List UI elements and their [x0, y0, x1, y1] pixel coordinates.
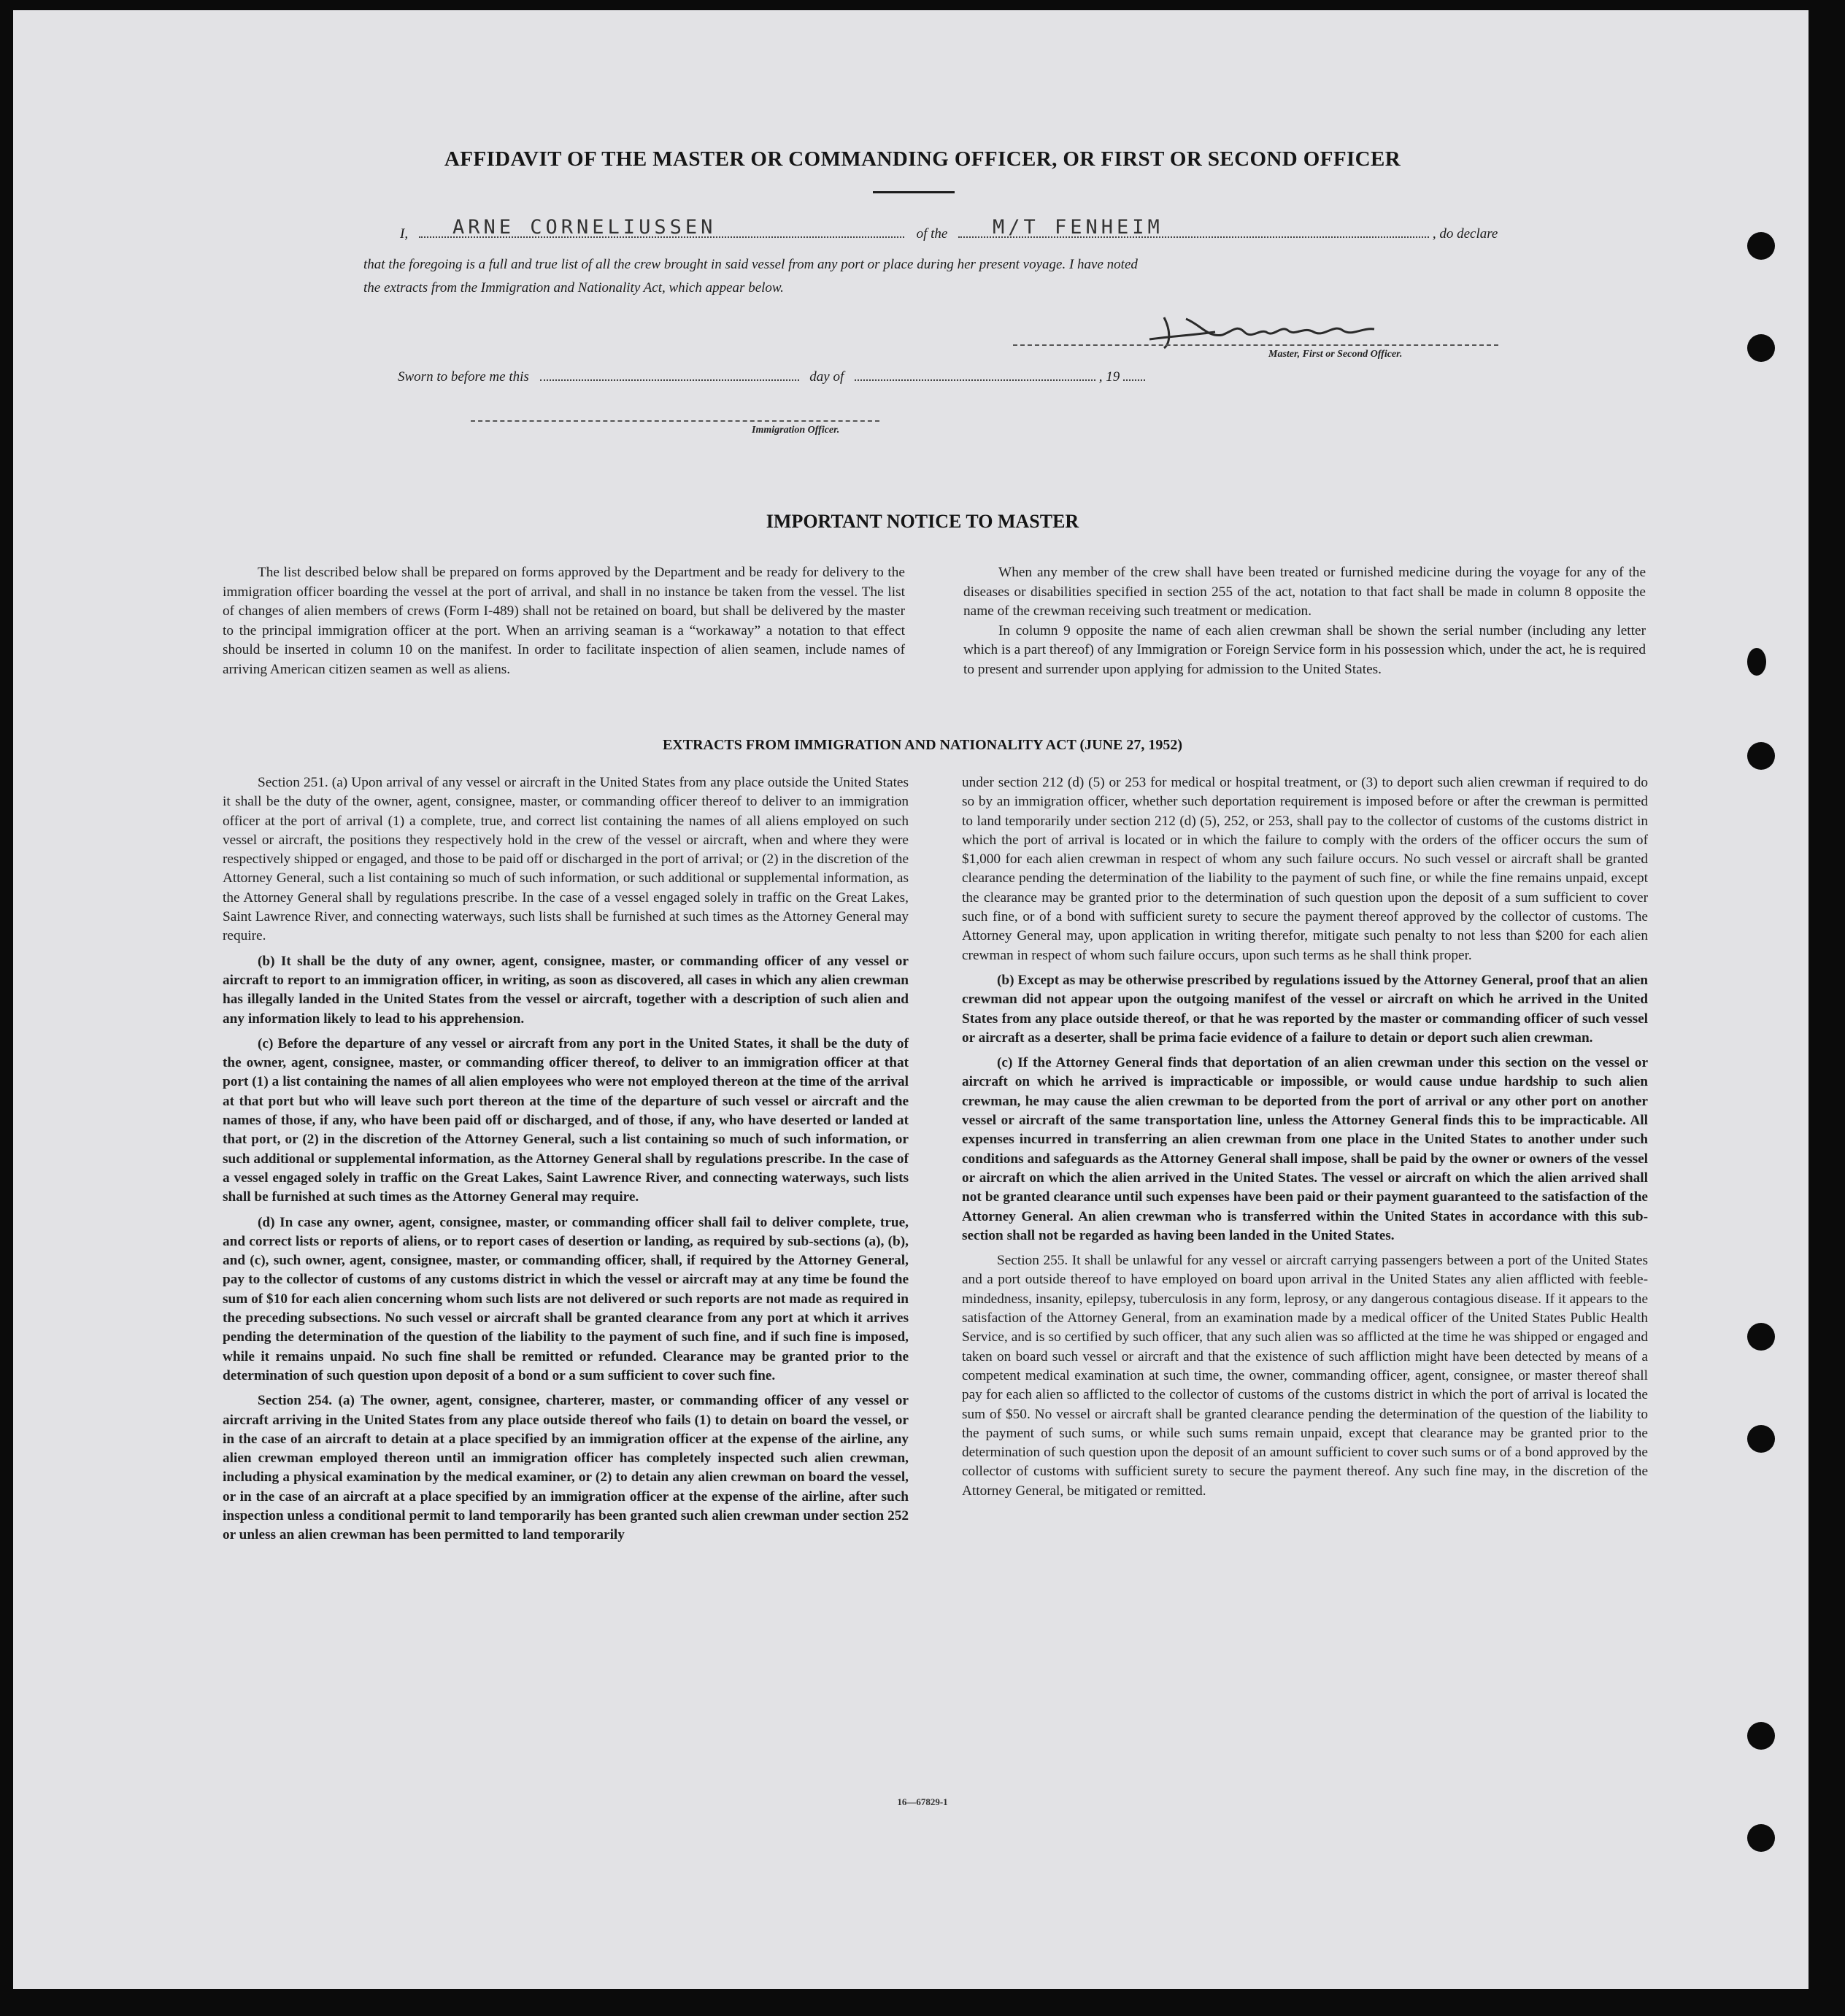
officer-label: Immigration Officer.: [752, 425, 840, 436]
punch-hole: [1747, 1722, 1775, 1750]
punch-hole: [1747, 334, 1775, 362]
punch-hole: [1747, 1425, 1775, 1453]
section-paragraph: Section 254. (a) The owner, agent, consignee, charterer, master, or commanding officer of any vessel or aircraft arriving in the United States from any place outside thereof who fails (1) to detain on board the vessel, or in the case of an aircraft to detain at a place specified by an immigration officer at the expense of the airline, any alien crewman employed thereon until an immigration officer has completely inspected such alien crewman, including a physical examination by the medical examiner, or (2) to detain any alien crewman on board the vessel, or in the case of an aircraft at a place specified by an immigration officer at the expense of the airline, after such inspection unless a conditional permit to land temporarily has been granted such alien crewman under section 252 or unless an alien crewman has been permitted to land temporarily: [223, 1393, 909, 1543]
section-paragraph: (d) In case any owner, agent, consignee, master, or commanding officer shall fail to deliver complete, true, and correct lists or reports of aliens, or to report cases of desertion or landing, as required by sub-sections (a), (b), and (c), such owner, agent, consignee, master, or commanding officer, shall, if required by the Attorney General, pay to the collector of customs of any customs district in which the vessel or aircraft may at any time be found the sum of $10 for each alien concerning whom such lists are not delivered or such reports are not made as required in the preceding subsections. No such vessel or aircraft shall be granted clearance from any port at which it arrives pending the determination of the question of the liability to the payment of such fine, and if such fine is imposed, while it remains unpaid. No such fine shall be remitted or refunded. Clearance may be granted prior to the determination of such question upon deposit of a bond or a sum sufficient to cover such fine.: [223, 1214, 909, 1383]
notice-right-column: [963, 563, 1646, 685]
section-paragraph: (b) It shall be the duty of any owner, agent, consignee, master, or commanding officer of any vessel or aircraft to report to an immigration officer, in writing, as soon as discovered, all cases in which any alien crewman has illegally landed in the United States from the vessel or aircraft, together with a description of such alien and any information likely to lead to his apprehension.: [223, 953, 909, 1027]
punch-hole: [1747, 232, 1775, 260]
prefix-i: I,: [400, 226, 409, 242]
extracts-title: EXTRACTS FROM IMMIGRATION AND NATIONALITY ACT (JUNE 27, 1952): [662, 737, 1183, 753]
punch-hole: [1747, 1323, 1775, 1351]
sworn-label: Sworn to before me this: [398, 369, 529, 385]
section-paragraph: under section 212 (d) (5) or 253 for medical or hospital treatment, or (3) to deport such alien crewman if required to do so by an immigration officer, whether such deportation requirement is imposed before or after the crewman is permitted to land temporarily under section 212 (d) (5), 252, or 253, shall pay to the collector of customs of the customs district in which the port of arrival is located or in which the failure to comply with the orders of the officer occurs the sum of $1,000 for each alien crewman in respect of whom any such failure occurs. No such vessel or aircraft shall be granted clearance pending the determination of the liability to the payment of such fine, or while the fine remains unpaid, except the clearance may be granted prior to the determination of such question upon the deposit of a sum sufficient to cover such fine, or of a bond with sufficient surety to secure the payment thereof approved by the collector of customs. The Attorney General may, upon application in writing therefor, mitigate such penalty to not less than $200 for each alien crewman in respect of whom such failure occurs, upon such terms as he shall think proper.: [962, 775, 1648, 963]
notice-paragraph: In column 9 opposite the name of each alien crewman shall be shown the serial number (including any letter which is a part thereof) of any Immigration or Foreign Service form in his possession which, under the act, he is required to present and surrender upon applying for admission to the United States.: [963, 622, 1646, 677]
section-paragraph: Section 255. It shall be unlawful for any vessel or aircraft carrying passengers between a port of the United States and a port outside thereof to have employed on board upon arrival in the United States any alien afflicted with feeble-mindedness, insanity, epilepsy, tuberculosis in any form, leprosy, or any dangerous contagious disease. If it appears to the satisfaction of the Attorney General, from an examination made by a medical officer of the United States Public Health Service, and is so certified by such officer, that any such alien was so afflicted at the time he was shipped or engaged and taken on board such vessel or aircraft and that the existence of such affliction might have been detected by means of a competent medical examination at such time, the owner, commanding officer, agent, consignee, or master thereof shall pay for each alien so afflicted to the collector of customs of the customs district in which the port of arrival is located the sum of $50. No vessel or aircraft shall be granted clearance pending the determination of the question of the liability to the payment of such sums, or while such sums remain unpaid, except that clearance may be granted prior to the determination of such question upon the deposit of an amount sufficient to cover such sums or of a bond approved by the collector of customs with sufficient surety to secure the payment thereof. Any such fine may, in the discretion of the Attorney General, be mitigated or remitted.: [962, 1253, 1648, 1499]
signature-label: Master, First or Second Officer.: [1268, 349, 1403, 360]
signature-line: [1013, 344, 1498, 346]
affidavit-title: AFFIDAVIT OF THE MASTER OR COMMANDING OFFICER, OR FIRST OR SECOND OFFICER: [444, 147, 1401, 171]
do-declare-label: , do declare: [1432, 226, 1498, 242]
punch-hole: [1747, 648, 1766, 676]
notice-left-column: [223, 563, 905, 685]
section-paragraph: (b) Except as may be otherwise prescribed by regulations issued by the Attorney General, proof that an alien crewman did not appear upon the outgoing manifest of the vessel or aircraft on which he arrived in the United States from any place outside thereof, or that he was reported by the master or commanding officer of such vessel or aircraft as a deserter, shall be prima facie evidence of a failure to detain or deport such alien crewman.: [962, 972, 1648, 1046]
form-number: 16—67829-1: [897, 1796, 948, 1807]
section-paragraph: Section 251. (a) Upon arrival of any vessel or aircraft in the United States from any place outside the United States it shall be the duty of the owner, agent, consignee, master, or commanding officer thereof to deliver to an immigration officer at the port of arrival (1) a complete, true, and correct list containing the names of all aliens employed on such vessel or aircraft, the positions they respectively hold in the crew of the vessel or aircraft, when and where they were respectively shipped or engaged, and those to be paid off or discharged in the port of arrival; or (2) in the discretion of the Attorney General, such a list containing so much of such information, or such additional or supplemental information, as the Attorney General shall by regulations prescribe. In the case of a vessel engaged solely in traffic on the Great Lakes, Saint Lawrence River, and connecting waterways, such lists shall be furnished at such times as the Attorney General may require.: [223, 775, 909, 944]
master-name-handwritten: ARNE CORNELIUSSEN: [452, 216, 717, 239]
section-paragraph: (c) Before the departure of any vessel or aircraft from any port in the United States, it shall be the duty of the owner, agent, consignee, master, or commanding officer thereof, to deliver to an immigration officer at that port (1) a list containing the names of all alien employees who were not employed thereon at the time of the arrival at that port but who will leave such port thereon at the time of the departure of such vessel or aircraft and the names of those, if any, who have been paid off or discharged, and of those, if any, who have deserted or landed at that port, or (2) in the discretion of the Attorney General, such a list containing so much of such information, or such additional or supplemental information, as the Attorney General shall by regulations prescribe. In the case of a vessel engaged solely in traffic on the Great Lakes, Saint Lawrence River, and connecting waterways, such lists shall be furnished at such times as the Attorney General may require.: [223, 1035, 909, 1205]
extracts-left-column: [223, 773, 909, 1551]
day-of-label: day of: [809, 369, 844, 385]
notice-paragraph: The list described below shall be prepared on forms approved by the Department and be ready for delivery to the immigration officer boarding the vessel at the port of arrival, and shall in no instance be taken from the vessel. The list of changes of alien members of crews (Form I-489) shall not be retained on board, but shall be delivered by the master to the principal immigration officer at the port. When an arriving seaman is a “workaway” a notation to that effect should be inserted in column 10 on the manifest. In order to facilitate inspection of alien seamen, include names of arriving American citizen seamen as well as aliens.: [223, 565, 905, 677]
declaration-line-1: that the foregoing is a full and true list of all the crew brought in said vessel from any port or place during her present voyage. I have noted: [363, 257, 1138, 272]
of-the-label: of the: [916, 226, 948, 242]
section-paragraph: (c) If the Attorney General finds that deportation of an alien crewman under this section on the vessel or aircraft on which he arrived is impracticable or impossible, or would cause undue hardship to such alien crewman, he may cause the alien crewman to be deported from the port of arrival or any other port on another vessel or aircraft of the same transportation line, unless the Attorney General finds this to be impracticable. All expenses incurred in transferring an alien crewman from one place in the United States to another under such conditions and safeguards as the Attorney General shall impose, shall be paid by the owner or owners of the vessel or aircraft on which the alien arrived in the United States. The vessel or aircraft on which the alien arrived shall not be granted clearance until such expenses have been paid or their payment guaranteed to the satisfaction of the Attorney General. An alien crewman who is transferred within the United States in accordance with this sub-section shall not be regarded as having been landed in the United States.: [962, 1055, 1648, 1243]
notice-paragraph: When any member of the crew shall have been treated or furnished medicine during the voyage for any of the diseases or disabilities specified in section 255 of the act, notation to that fact shall be made in column 8 opposite the name of the crewman receiving such treatment or medication.: [963, 565, 1646, 619]
vessel-name-handwritten: M/T FENHEIM: [993, 216, 1163, 239]
title-rule: [873, 191, 955, 193]
sworn-line: [398, 369, 1145, 385]
officer-signature-line: [471, 420, 879, 422]
notice-title: IMPORTANT NOTICE TO MASTER: [766, 511, 1079, 532]
extracts-right-column: [962, 773, 1648, 1507]
declaration-line-2: the extracts from the Immigration and Nationality Act, which appear below.: [363, 280, 784, 296]
master-signature: [1142, 303, 1405, 354]
punch-hole: [1747, 1824, 1775, 1852]
year-prefix-label: , 19: [1098, 369, 1120, 385]
